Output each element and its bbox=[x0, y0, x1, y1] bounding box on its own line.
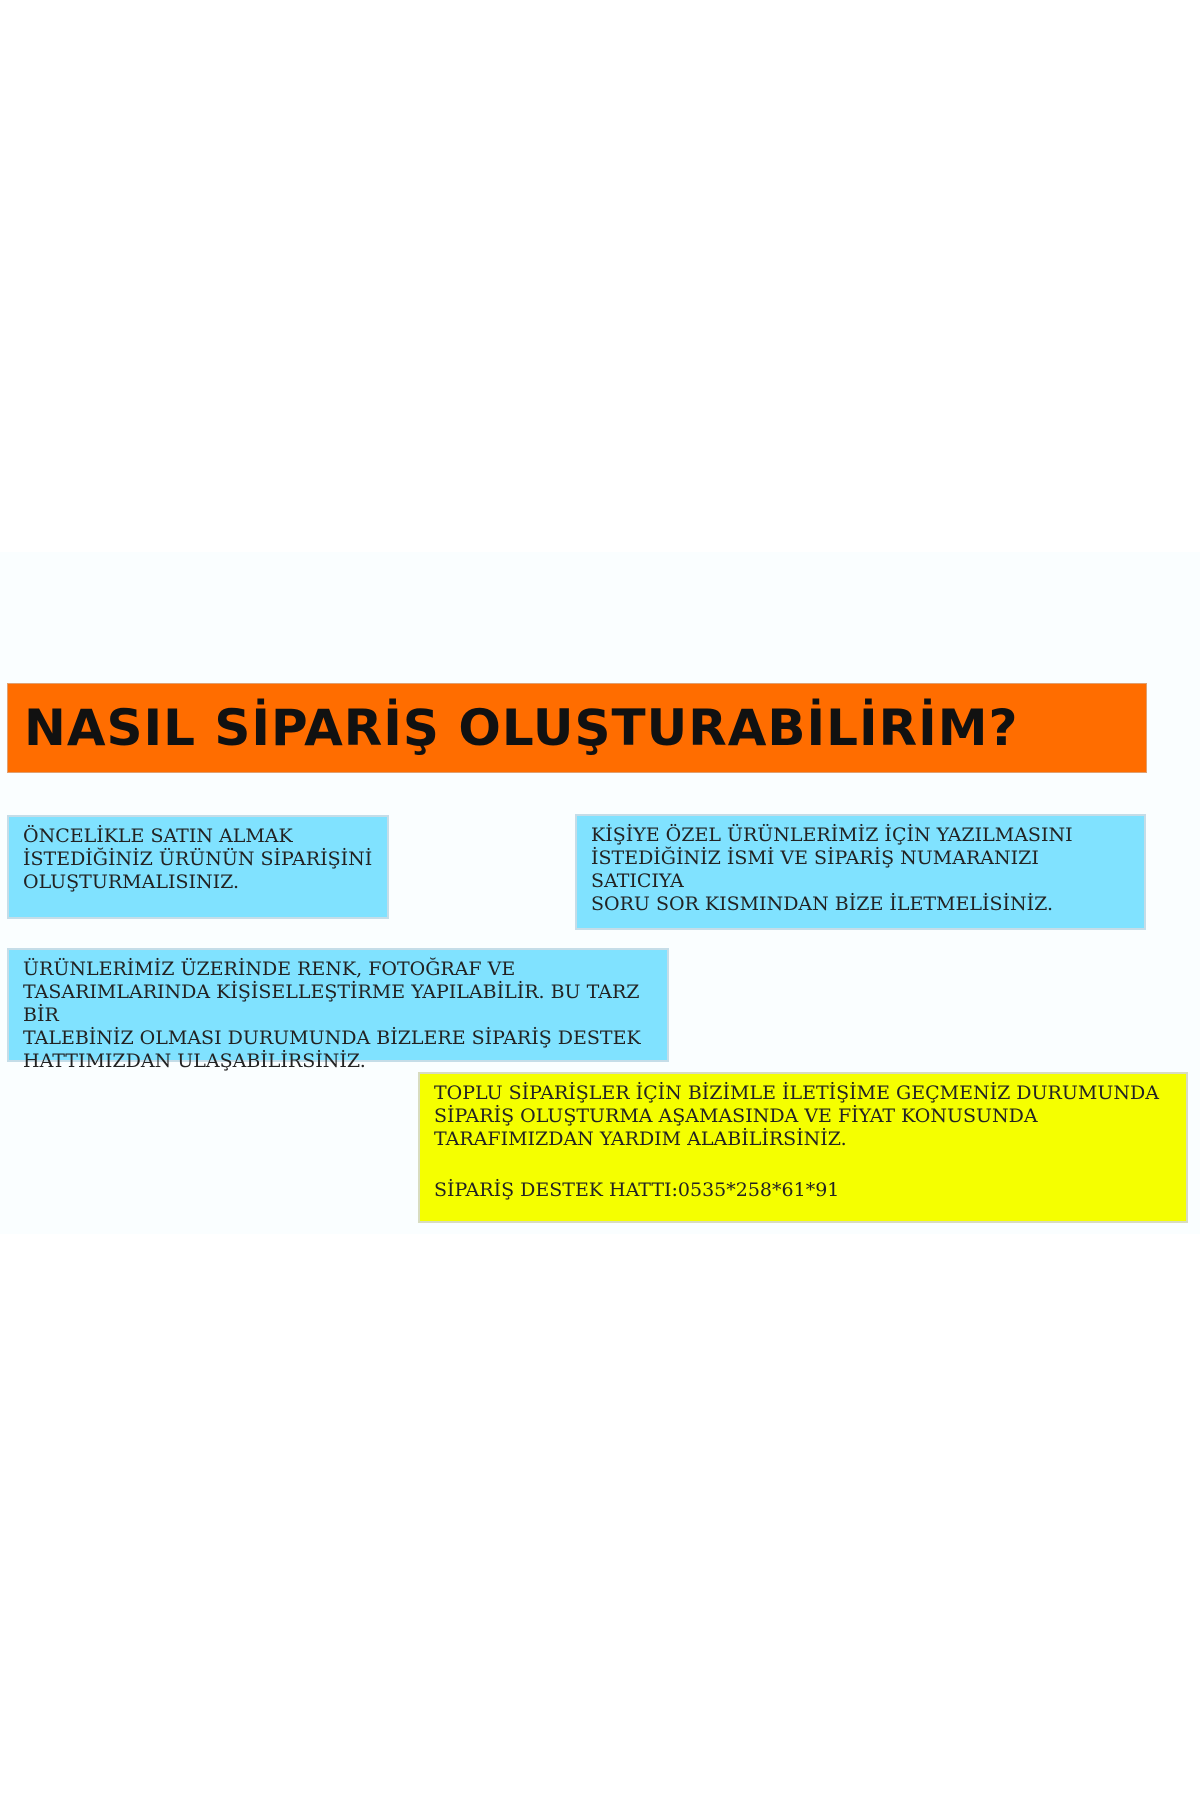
info-box-bulk-orders-text: TOPLU SİPARİŞLER İÇİN BİZİMLE İLETİŞİME GEÇMENİZ DURUMUNDA SİPARİŞ OLUŞTURMA AŞAMASINDA VE FİYAT KONUSUNDA TARAFIMIZDAN YARDIM ALABİLİRSİNİZ. bbox=[434, 1082, 1159, 1150]
info-box-step-1 bbox=[7, 815, 389, 919]
page-title: NASIL SİPARİŞ OLUŞTURABİLİRİM? bbox=[24, 699, 1019, 757]
support-hotline: SİPARİŞ DESTEK HATTI:0535*258*61*91 bbox=[434, 1179, 840, 1201]
title-banner bbox=[7, 683, 1147, 773]
info-box-step-3 bbox=[7, 948, 669, 1072]
info-box-step-1-text: ÖNCELİKLE SATIN ALMAK İSTEDİĞİNİZ ÜRÜNÜN SİPARİŞİNİ OLUŞTURMALISINIZ. bbox=[23, 825, 373, 893]
info-box-step-2-text: KİŞİYE ÖZEL ÜRÜNLERİMİZ İÇİN YAZILMASINI İSTEDİĞİNİZ İSMİ VE SİPARİŞ NUMARANIZI SATICIYA SORU SOR KISMINDAN BİZE İLETMELİSİNİZ. bbox=[591, 824, 1073, 915]
info-box-step-2 bbox=[575, 814, 1146, 930]
info-box-step-3-text: ÜRÜNLERİMİZ ÜZERİNDE RENK, FOTOĞRAF VE TASARIMLARINDA KİŞİSELLEŞTİRME YAPILABİLİR. BU TARZ BİR TALEBİNİZ OLMASI DURUMUNDA BİZLERE SİPARİŞ DESTEK HATTIMIZDAN ULAŞABİLİRSİNİZ. bbox=[23, 958, 641, 1072]
info-box-bulk-orders bbox=[418, 1072, 1188, 1223]
